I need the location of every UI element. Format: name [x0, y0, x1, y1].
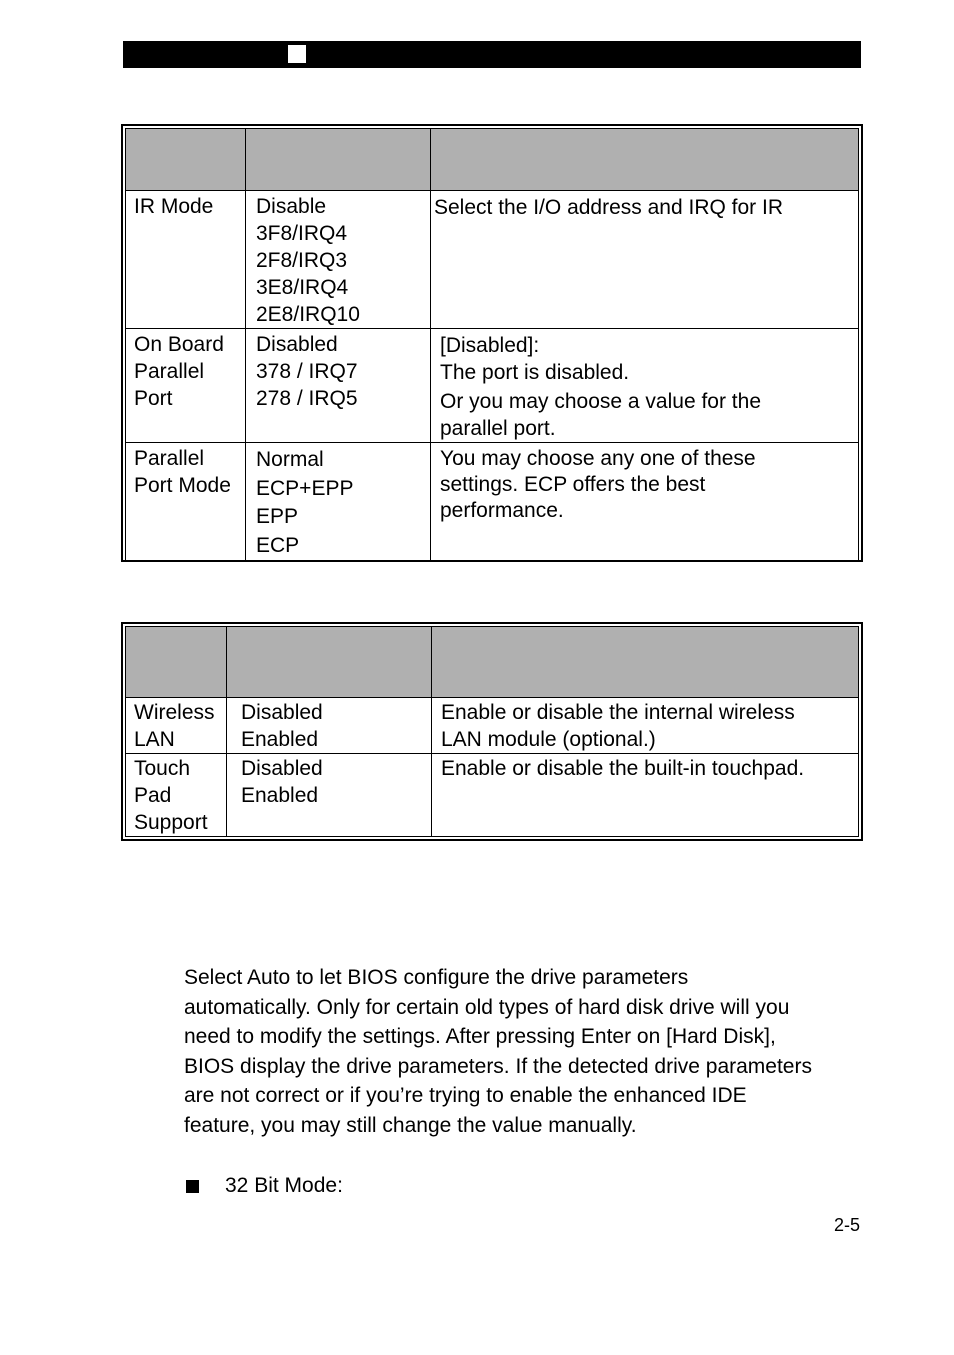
header-cell-description [432, 627, 859, 698]
row-item-line: Parallel [134, 447, 205, 470]
row-item-line: Port [134, 387, 173, 410]
option-line: 278 / IRQ5 [256, 387, 358, 410]
option-line: 3F8/IRQ4 [256, 222, 348, 245]
description-line: LAN module (optional.) [441, 728, 656, 751]
row-item-cell [126, 329, 246, 443]
description-line: Enable or disable the internal wireless [441, 701, 795, 724]
body-line: automatically. Only for certain old types of hard disk drive will you [184, 995, 790, 1019]
option-line: Enabled [241, 784, 319, 807]
description-line: Or you may choose a value for the [440, 390, 761, 413]
header-cell-description [431, 129, 859, 191]
option-line: 2E8/IRQ10 [256, 303, 360, 326]
table-header-row [126, 129, 859, 191]
square-bullet-icon [186, 1180, 199, 1193]
bullet-text: 32 Bit Mode: [225, 1174, 343, 1197]
row-item-line: Support [134, 811, 208, 834]
option-line: Disabled [241, 701, 323, 724]
option-line: Disable [256, 195, 327, 218]
settings-table-1-grid [125, 128, 859, 561]
row-description-cell [432, 754, 859, 837]
row-description-cell [432, 698, 859, 754]
row-item-cell [126, 754, 227, 837]
option-line: Disabled [256, 333, 338, 356]
row-description-cell [431, 443, 859, 561]
description-line: parallel port. [440, 417, 556, 440]
table-row [126, 443, 859, 561]
description-line: Enable or disable the built-in touchpad. [441, 757, 805, 780]
row-item-cell [126, 191, 246, 329]
row-item-cell [126, 443, 246, 561]
row-item-line: IR Mode [134, 195, 214, 218]
row-options-cell [246, 191, 431, 329]
bullet-item [186, 1174, 343, 1198]
description-line: performance. [440, 499, 564, 522]
page-number: 2-5 [834, 1215, 861, 1235]
description-line: settings. ECP offers the best [440, 473, 706, 496]
option-line: Disabled [241, 757, 323, 780]
row-item-line: Parallel [134, 360, 205, 383]
header-cell-item [126, 627, 227, 698]
table-header-row [126, 627, 859, 698]
table-row [126, 698, 859, 754]
row-item-line: Wireless [134, 701, 215, 724]
settings-table-2 [121, 622, 863, 841]
row-item-line: Touch [134, 757, 191, 780]
header-square-icon [288, 45, 306, 63]
body-line: BIOS display the drive parameters. If the detected drive parameters [184, 1054, 812, 1078]
table-row [126, 191, 859, 329]
option-line: 378 / IRQ7 [256, 360, 358, 383]
row-item-line: LAN [134, 728, 175, 751]
header-cell-options [227, 627, 432, 698]
header-cell-item [126, 129, 246, 191]
row-options-cell [246, 443, 431, 561]
row-options-cell [246, 329, 431, 443]
header-bar [123, 41, 861, 68]
option-line: Normal [256, 448, 324, 471]
row-item-cell [126, 698, 227, 754]
body-line: are not correct or if you’re trying to enable the enhanced IDE [184, 1084, 747, 1108]
body-line: Select Auto to let BIOS configure the drive parameters [184, 966, 689, 989]
table-row [126, 329, 859, 443]
option-line: 2F8/IRQ3 [256, 249, 348, 272]
row-options-cell [227, 754, 432, 837]
description-line: The port is disabled. [440, 361, 630, 384]
row-options-cell [227, 698, 432, 754]
row-item-line: Pad [134, 784, 172, 807]
row-description-cell [431, 329, 859, 443]
option-line: 3E8/IRQ4 [256, 276, 349, 299]
row-item-line: Port Mode [134, 474, 231, 497]
option-line: Enabled [241, 728, 319, 751]
option-line: EPP [256, 505, 299, 528]
body-paragraph [184, 963, 874, 1141]
table-row [126, 754, 859, 837]
settings-table-2-grid [125, 626, 859, 837]
settings-table-1 [121, 124, 863, 562]
row-description-cell [431, 191, 859, 329]
description-line: Select the I/O address and IRQ for IR [434, 196, 783, 219]
row-item-line: On Board [134, 333, 224, 356]
header-cell-options [246, 129, 431, 191]
description-line: You may choose any one of these [440, 447, 756, 470]
description-line: [Disabled]: [440, 334, 540, 357]
body-line: feature, you may still change the value manually. [184, 1113, 637, 1137]
option-line: ECP [256, 533, 300, 557]
option-line: ECP+EPP [256, 476, 354, 500]
body-line: need to modify the settings. After pressing Enter on [Hard Disk], [184, 1025, 776, 1049]
